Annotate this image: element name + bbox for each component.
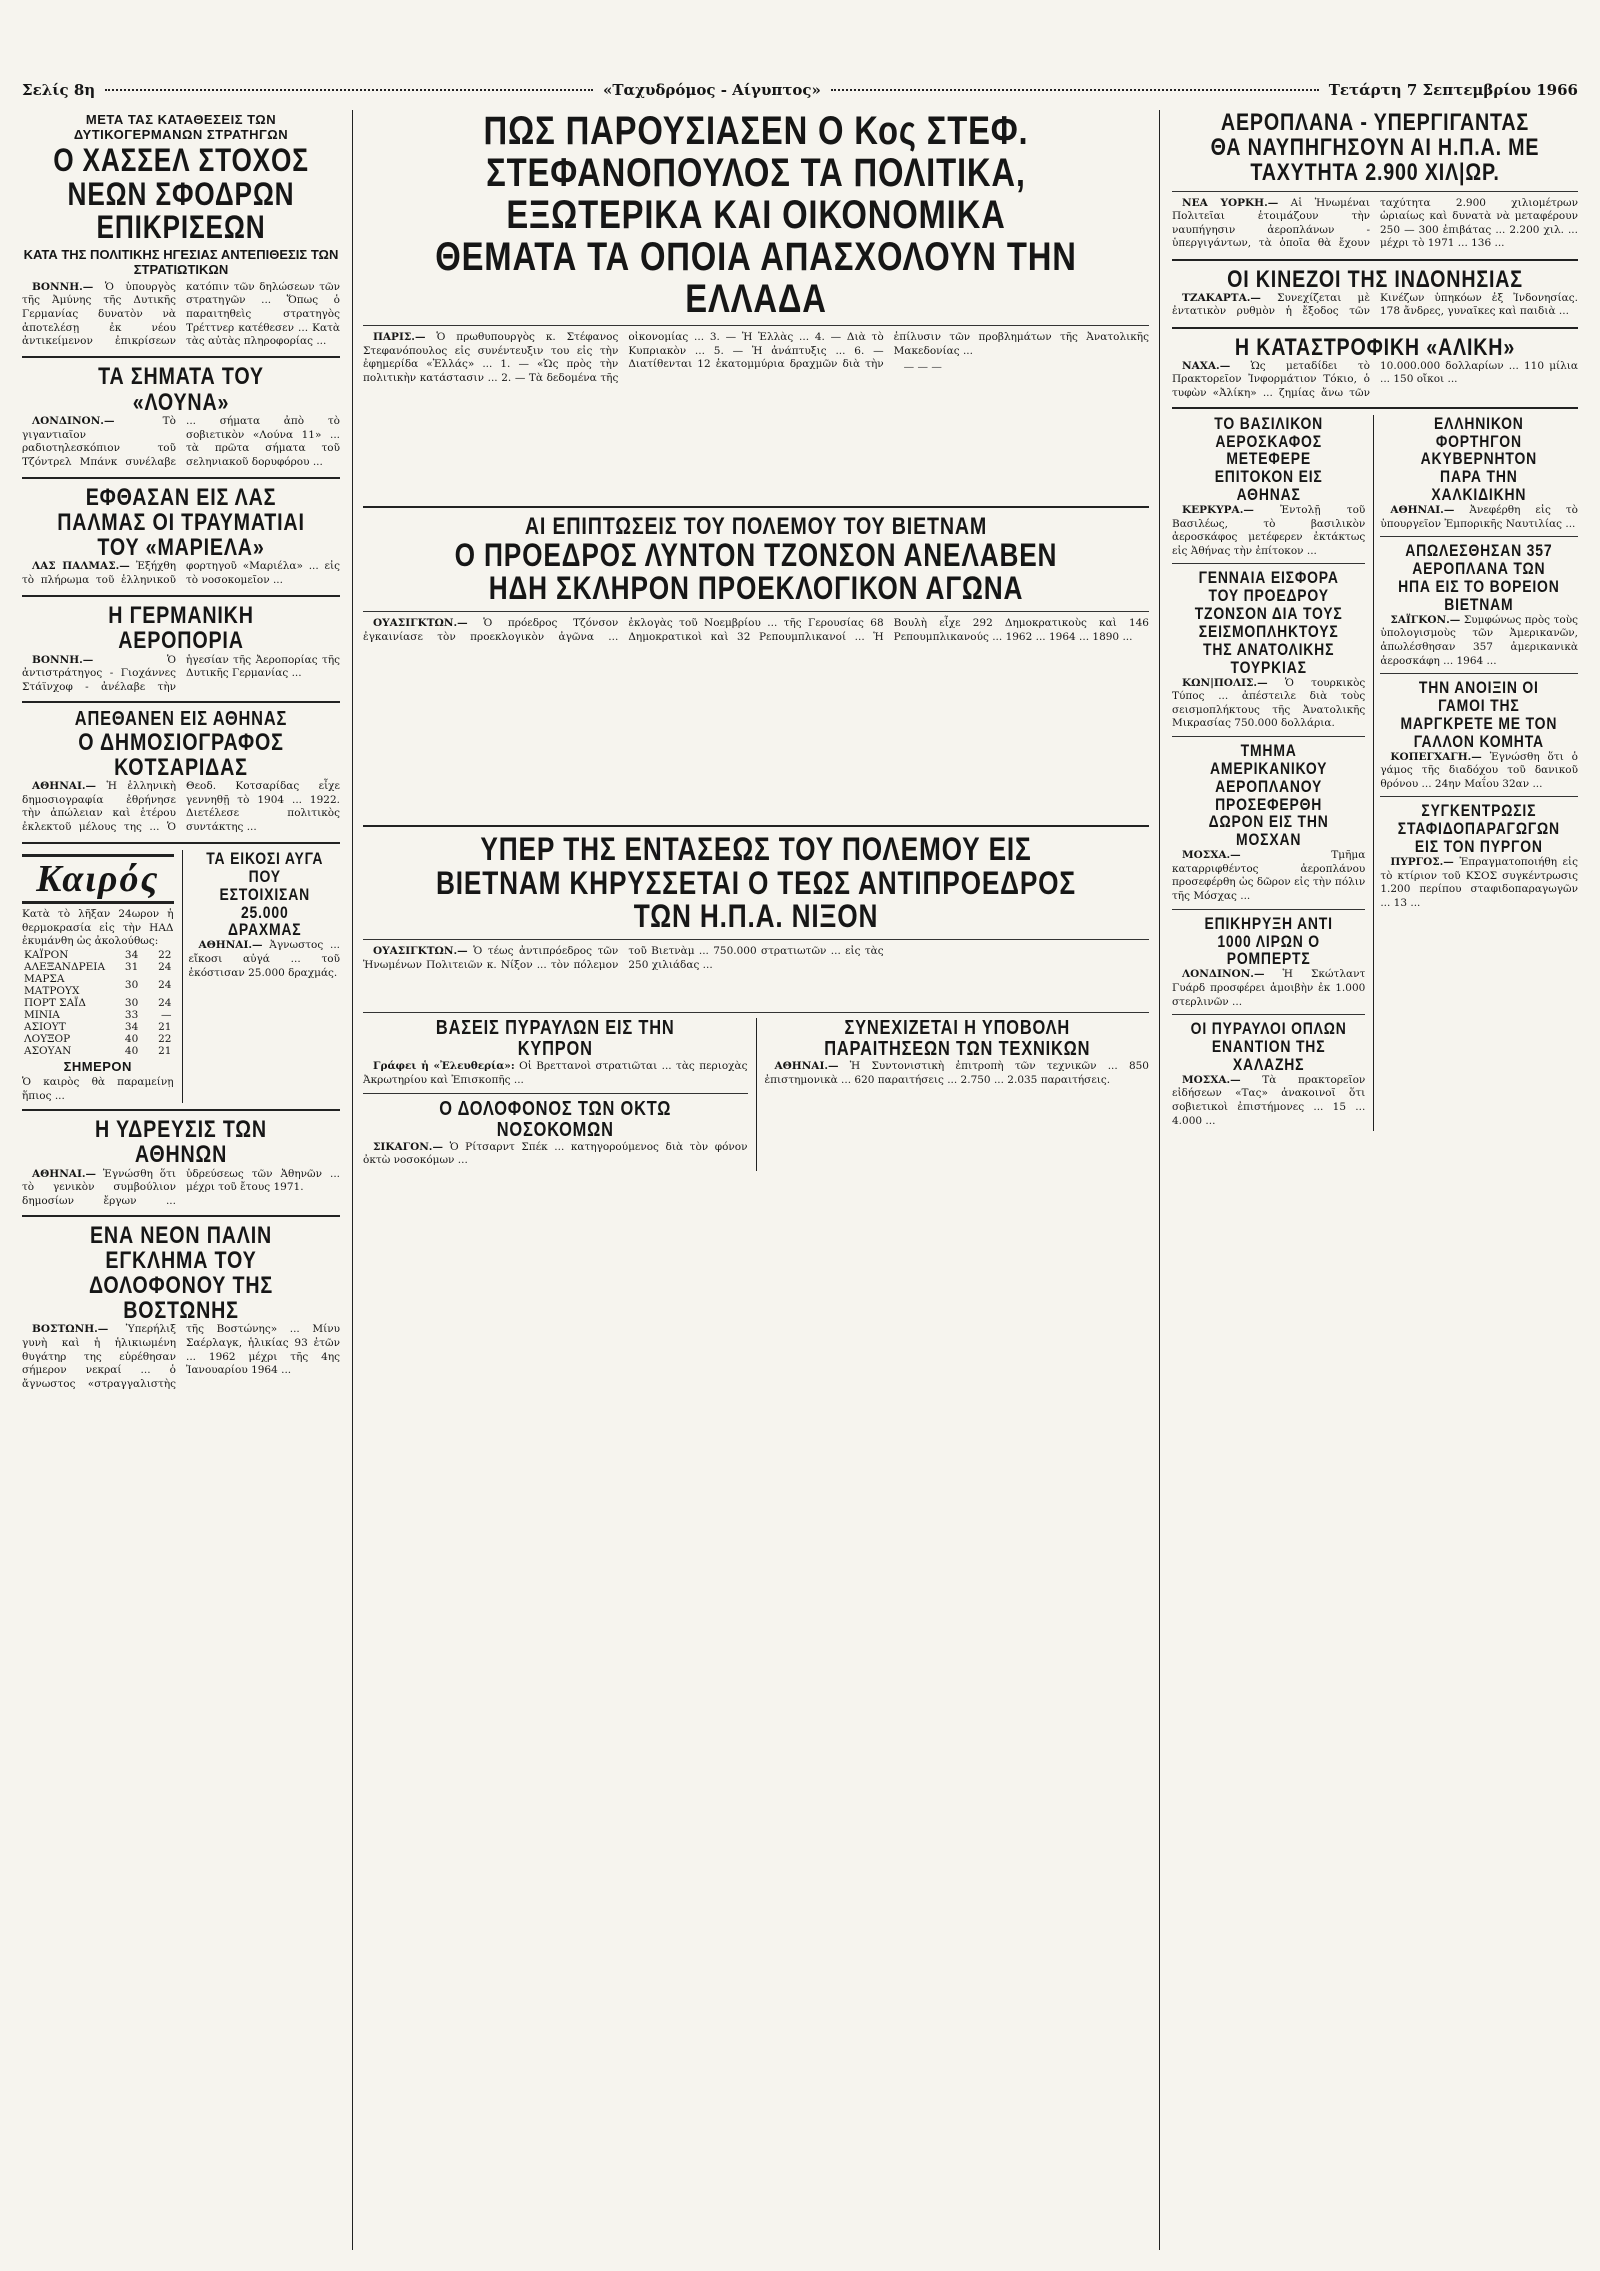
article-body — [1172, 1074, 1365, 1129]
weather-max: 33 — [124, 1008, 139, 1021]
article-headline: ΤΜΗΜΑ ΑΜΕΡΙΚΑΝΙΚΟΥ ΑΕΡΟΠΛΑΝΟΥ ΠΡΟΣΕΦΕΡΘΗ ΔΩΡΟΝ ΕΙΣ ΤΗΝ ΜΟΣΧΑΝ — [1208, 741, 1329, 850]
weather-today: ΣΗΜΕΡΟΝ — [63, 1058, 132, 1074]
weather-city: ΚΑΪΡΟΝ — [24, 948, 69, 961]
center-bottom-row — [363, 1018, 1149, 1171]
article-text: Τὰ πρακτορεῖον εἰδήσεων «Τας» ἀνακοινοῖ ὅτι σοβιετικοὶ ἐπιστήμονες ... 15 ... 4.000 ... — [1172, 1073, 1366, 1127]
weather-city: ΑΣΟΥΑΝ — [24, 1044, 72, 1057]
article-body — [22, 415, 340, 471]
weather-max: 34 — [124, 948, 139, 961]
article-boston — [22, 1223, 340, 1392]
dateline: ΒΟΝΝΗ.— — [32, 653, 94, 666]
article-headline: ΥΠΕΡ ΤΗΣ ΕΝΤΑΣΕΩΣ ΤΟΥ ΠΟΛΕΜΟΥ ΕΙΣ ΒΙΕΤΝΑΜ ΚΗΡΥΣΣΕΤΑΙ Ο ΤΕΩΣ ΑΝΤΙΠΡΟΕΔΡΟΣ ΤΩΝ Η.Π.Α. ΝΙΞΟΝ — [436, 831, 1076, 935]
weather-city: ΑΛΕΞΑΝΔΡΕΙΑ — [24, 960, 106, 973]
article-body — [1380, 856, 1578, 911]
dateline: ΒΟΝΝΗ.— — [32, 280, 94, 293]
dateline: ΑΘΗΝΑΙ.— — [1390, 503, 1455, 516]
article-cyprus-bases — [363, 1018, 748, 1171]
weather-max: 34 — [124, 1020, 139, 1033]
article-body — [1172, 292, 1578, 321]
weather-city: ΜΑΡΣΑ ΜΑΤΡΟΥΧ — [24, 972, 80, 997]
weather-max: 30 — [124, 996, 139, 1009]
article-text: Ὁ Ρίτσαρντ Σπέκ ... κατηγορούμενος διὰ τὸν φόνον ὀκτὼ νοσοκόμων ... — [363, 1140, 748, 1167]
weather-city: ΜΙΝΙΑ — [24, 1008, 60, 1021]
article-stefanopoulos — [363, 110, 1149, 386]
dateline: ΛΟΝΔΙΝΟΝ.— — [1182, 968, 1265, 981]
article-body — [363, 1060, 748, 1087]
article-headline: ΕΝΑ ΝΕΟΝ ΠΑΛΙΝ ΕΓΚΛΗΜΑ ΤΟΥ ΔΟΛΟΦΟΝΟΥ ΤΗΣ ΒΟΣΤΩΝΗΣ — [88, 1221, 274, 1325]
weather-intro: Κατὰ τὸ λῆξαν 24ωρον ἡ θερμοκρασία εἰς τὴν ΗΑΔ ἐκυμάνθη ὡς ἀκολούθως: — [22, 908, 174, 948]
article-text: Ἐγνώσθη ὅτι ὁ γάμος τῆς διαδόχου τοῦ δανικοῦ θρόνου ... 24ην Μαΐου 32αν ... — [1380, 750, 1578, 790]
right-sub-right — [1373, 415, 1578, 1132]
dateline: ΟΥΑΣΙΓΚΤΩΝ.— — [373, 616, 468, 629]
article-headline: ΣΥΝΕΧΙΖΕΤΑΙ Η ΥΠΟΒΟΛΗ ΠΑΡΑΙΤΗΣΕΩΝ ΤΩΝ ΤΕΧΝΙΚΩΝ — [823, 1017, 1090, 1061]
article-headline: Ο ΔΗΜΟΣΙΟΓΡΑΦΟΣ ΚΟΤΣΑΡΙΔΑΣ — [78, 728, 284, 781]
weather-max: 40 — [124, 1044, 139, 1057]
article-headline: ΤΑ ΣΗΜΑΤΑ ΤΟΥ «ΛΟΥΝΑ» — [98, 363, 264, 416]
article-headline: Η ΥΔΡΕΥΣΙΣ ΤΩΝ ΑΘΗΝΩΝ — [95, 1116, 267, 1169]
dateline: ΑΘΗΝΑΙ.— — [32, 1167, 97, 1180]
dateline: ΜΟΣΧΑ.— — [1182, 849, 1241, 862]
article-text: Οἱ Βρεττανοὶ στρατιῶται ... τὰς περιοχὰς Ἀκρωτηρίου καὶ Ἐπισκοπῆς ... — [363, 1060, 748, 1086]
article-body — [1172, 504, 1365, 559]
article-kicker: ΑΠΕΘΑΝΕΝ ΕΙΣ ΑΘΗΝΑΣ — [74, 707, 288, 730]
article-text: Ἐπραγματοποιήθη εἰς τὸ κτίριον τοῦ ΚΣΟΣ συγκέντρωσις 1.200 περίπου σταφιδοπαραγωγῶν ... 13 ... — [1380, 855, 1578, 909]
article-body — [765, 1060, 1150, 1087]
article-text: Ἀγνωστος ... εἴκοσι αὐγά ... τοῦ ἐκόστισαν 25.000 δραχμάς. — [188, 939, 340, 979]
weather-row — [22, 1033, 174, 1045]
right-sub-left — [1172, 415, 1365, 1132]
article-text: Ὁ πρωθυπουργὸς κ. Στέφανος Στεφανόπουλος εἰς συνέντευξιν του εἰς τὴν ἐφημερίδα «Ἑλλάς» ... 1. — «Ὡς πρὸς τὴν πολιτικὴν κατάστασιν ... 2. — Τὰ δεδομένα τῆς οἰκονομίας ... 3. — Ἡ Ἑλλὰς ... 4. — Διὰ τὸ Κυπριακὸν ... 5. — Ἡ ἀνάπτυξις ... 6. — Διατίθενται 12 ἑκατομμύρια δραχμῶν διὰ τὴν ἐπίλυσιν τῶν προβλημάτων τῆς Ἀνατολικῆς Μακεδονίας ... — [363, 331, 1149, 384]
right-bottom-grid — [1172, 415, 1578, 1132]
article-text: Συνεχίζεται μὲ ἐντατικὸν ρυθμὸν ἡ ἔξοδος τῶν Κινέζων ὑπηκόων ἐξ Ἰνδονησίας. 178 ἄνδρες, γυναῖκες καὶ παιδιὰ ... — [1172, 291, 1578, 318]
weather-city: ΛΟΥΞΟΡ — [24, 1032, 71, 1045]
weather-forecast: Ὁ καιρὸς θὰ παραμείνῃ ἥπιος ... — [22, 1075, 174, 1102]
weather-min: 24 — [158, 996, 172, 1009]
dateline: ΛΟΝΔΙΝΟΝ.— — [32, 414, 115, 427]
weather-row — [22, 1045, 174, 1057]
article-body — [22, 281, 340, 351]
article-hassel — [22, 112, 340, 350]
weather-row — [22, 961, 174, 973]
lead-headline: ΠΩΣ ΠΑΡΟΥΣΙΑΣΕΝ Ο Κος ΣΤΕΦ. ΣΤΕΦΑΝΟΠΟΥΛΟΣ ΤΑ ΠΟΛΙΤΙΚΑ, ΕΞΩΤΕΡΙΚΑ ΚΑΙ ΟΙΚΟΝΟΜΙΚΑ ΘΕΜΑΤΑ ΤΑ ΟΠΟΙΑ ΑΠΑΣΧΟΛΟΥΝ ΤΗΝ ΕΛΛΑΔΑ — [435, 110, 1077, 321]
article-headline: ΤΟ ΒΑΣΙΛΙΚΟΝ ΑΕΡΟΣΚΑΦΟΣ ΜΕΤΕΦΕΡΕ ΕΠΙΤΟΚΟΝ ΕΙΣ ΑΘΗΝΑΣ — [1214, 413, 1324, 505]
article-headline: ΕΠΙΚΗΡΥΞΗ ΑΝΤΙ 1000 ΛΙΡΩΝ Ο ΡΟΜΠΕΡΤΣ — [1204, 913, 1333, 969]
article-luna — [22, 364, 340, 470]
dateline: ΤΖΑΚΑΡΤΑ.— — [1182, 291, 1261, 304]
article-headline: ΑΠΩΛΕΣΘΗΣΑΝ 357 ΑΕΡΟΠΛΑΝΑ ΤΩΝ ΗΠΑ ΕΙΣ ΤΟ ΒΟΡΕΙΟΝ ΒΙΕΤΝΑΜ — [1398, 541, 1560, 614]
weather-min: 22 — [158, 948, 172, 961]
article-text: Ὑπερήλιξ γυνὴ καὶ ἡ ἡλικιωμένη θυγάτηρ της εὑρέθησαν σήμερον νεκραί ... ὁ ἄγνωστος «στραγγαλιστὴς τῆς Βοστώνης» ... Μίνυ Σαέρλαγκ, ἡλικίας 93 ἐτῶν ... 1962 μέχρι τῆς 4ης Ἰανουαρίου 1964 ... — [22, 1323, 340, 1390]
article-body: ΠΑΡΙΣ.— Ὁ πρωθυπουργὸς κ. Στέφανος Στεφανόπουλος εἰς συνέντευξιν του εἰς τὴν ἐφημερίδα «Ἑλλάς» ... 1. — «Ὡς πρὸς τὴν πολιτικὴν κατάστασιν ... 2. — Τὰ δεδομένα τῆς οἰκονομίας ... 3. — Ἡ Ἑλλὰς ... 4. — Διὰ τὸ Κυπριακὸν ... 5. — Ἡ ἀνάπτυξις ... 6. — Διατίθενται 12 ἑκατομμύρια δραχμῶν διὰ τὴν ἐπίλυσιν τῶν προβλημάτων τῆς Ἀνατολικῆς Μακεδονίας ... — — — — [363, 331, 1149, 384]
article-text: Ὡς μεταδίδει τὸ Πρακτορεῖον Ἰνφορμάτιον Τόκιο, ὁ τυφὼν «Ἀλίκη» ... ζημίας ἄνω τῶν 10.000.000 δολλαρίων ... 110 μίλια ... 150 οἴκοι ... — [1172, 359, 1578, 400]
article-text: Ἡ ἑλληνικὴ δημοσιογραφία ἐθρήνησε τὴν ἀπώλειαν καὶ ἑτέρου ἐκλεκτοῦ μέλους της ... Ὁ Θεοδ. Κοτσαρίδας εἶχε γεννηθῇ τὸ 1904 ... 1922. Διετέλεσε πολιτικὸς συντάκτης ... — [22, 779, 340, 833]
article-headline: ΓΕΝΝΑΙΑ ΕΙΣΦΟΡΑ ΤΟΥ ΠΡΟΕΔΡΟΥ ΤΖΟΝΣΟΝ ΔΙΑ ΤΟΥΣ ΣΕΙΣΜΟΠΛΗΚΤΟΥΣ ΤΗΣ ΑΝΑΤΟΛΙΚΗΣ ΤΟΥΡΚΙΑΣ — [1194, 568, 1343, 677]
article-water — [22, 1117, 340, 1208]
left-column — [22, 110, 340, 2250]
weather-city: ΑΣΙΟΥΤ — [24, 1020, 66, 1033]
weather-table — [22, 949, 174, 1057]
article-headline: ΑΕΡΟΠΛΑΝΑ - ΥΠΕΡΓΙΓΑΝΤΑΣ ΘΑ ΝΑΥΠΗΓΗΣΟΥΝ ΑΙ Η.Π.Α. ΜΕ ΤΑΧΥΤΗΤΑ 2.900 ΧΙΛ|ΩΡ. — [1210, 110, 1540, 187]
dateline: ΚΕΡΚΥΡΑ.— — [1182, 503, 1254, 516]
article-headline: ΕΦΘΑΣΑΝ ΕΙΣ ΛΑΣ ΠΑΛΜΑΣ ΟΙ ΤΡΑΥΜΑΤΙΑΙ ΤΟΥ «ΜΑΡΙΕΛΑ» — [57, 483, 305, 562]
weather-min: — — [161, 1008, 172, 1021]
masthead-rule — [105, 89, 593, 91]
article-text: Ἐξήχθη τὸ πλήρωμα τοῦ ἑλληνικοῦ φορτηγοῦ «Μαριέλα» ... εἰς τὸ νοσοκομεῖον ... — [22, 560, 340, 587]
article-headline: ΤΑ ΕΙΚΟΣΙ ΑΥΓΑ ΠΟΥ ΕΣΤΟΙΧΙΣΑΝ 25.000 ΔΡΑΧΜΑΣ — [205, 849, 323, 940]
dateline: ΣΙΚΑΓΟΝ.— — [373, 1140, 443, 1153]
dateline: ΝΑΧΑ.— — [1182, 359, 1231, 372]
weather-row — [22, 973, 174, 997]
article-body — [363, 1141, 748, 1168]
dateline: ΚΟΠΕΓΧΑΓΗ.— — [1390, 750, 1482, 763]
dateline: ΚΩΝ|ΠΟΛΙΣ.— — [1182, 676, 1268, 689]
article-body — [1172, 849, 1365, 904]
article-text: Ὁ τουρκικὸς Τύπος ... ἀπέστειλε διὰ τοὺς σεισμοπλήκτους τῆς Ἀνατολικῆς Μικρασίας 750.000 δολλάρια. — [1172, 676, 1366, 730]
article-headline: ΣΥΓΚΕΝΤΡΩΣΙΣ ΣΤΑΦΙΔΟΠΑΡΑΓΩΓΩΝ ΕΙΣ ΤΟΝ ΠΥΡΓΟΝ — [1398, 801, 1561, 857]
article-eggs — [182, 850, 341, 1103]
dateline: ΑΘΗΝΑΙ.— — [198, 939, 263, 952]
center-column — [352, 110, 1160, 2250]
dateline: ΠΑΡΙΣ.— — [373, 331, 426, 343]
weather-min: 24 — [158, 978, 172, 991]
weather-max: 31 — [124, 960, 139, 973]
article-headline: Η ΚΑΤΑΣΤΡΟΦΙΚΗ «ΑΛΙΚΗ» — [1234, 333, 1516, 361]
article-text: Ἀνεφέρθη εἰς τὸ ὑπουργεῖον Ἐμπορικῆς Ναυτιλίας ... — [1380, 503, 1578, 530]
article-nixon — [363, 833, 1149, 972]
paper-name: «Ταχυδρόμος - Αίγυπτος» — [603, 81, 821, 99]
article-body — [363, 945, 1149, 972]
dateline: ΒΟΣΤΩΝΗ.— — [32, 1323, 109, 1336]
article-headline: Ο ΠΡΟΕΔΡΟΣ ΛΥΝΤΟΝ ΤΖΟΝΣΟΝ ΑΝΕΛΑΒΕΝ ΗΔΗ ΣΚΛΗΡΟΝ ΠΡΟΕΚΛΟΓΙΚΟΝ ΑΓΩΝΑ — [454, 536, 1058, 607]
weather-min: 21 — [158, 1020, 172, 1033]
weather-row — [22, 1021, 174, 1033]
article-body — [22, 560, 340, 589]
dateline: ΑΘΗΝΑΙ.— — [774, 1060, 839, 1073]
article-kicker: ΑΙ ΕΠΙΠΤΩΣΕΙΣ ΤΟΥ ΠΟΛΕΜΟΥ ΤΟΥ ΒΙΕΤΝΑΜ — [524, 512, 988, 540]
article-text: Ἡ Σκώτλαντ Γυάρδ προσφέρει ἀμοιβὴν ἐκ 1.000 στερλινῶν ... — [1172, 968, 1366, 1008]
article-technicians — [756, 1018, 1150, 1171]
article-kotsaridas — [22, 709, 340, 836]
article-text: Ὁ τέως ἀντιπρόεδρος τῶν Ἡνωμένων Πολιτειῶν κ. Νίξον ... τὸν πόλεμον τοῦ Βιετνὰμ ... 750.000 στρατιωτῶν ... εἰς τὰς 250 χιλιάδας ... — [363, 945, 884, 971]
article-body — [1380, 751, 1578, 792]
weather-max: 30 — [124, 978, 139, 991]
article-text: Ἐγνώσθη ὅτι τὸ γενικὸν συμβούλιον δημοσίων ἔργων ... ὑδρεύσεως τῶν Ἀθηνῶν ... μέχρι τοῦ ἔτους 1971. — [22, 1167, 340, 1207]
article-text: Ἐντολῇ τοῦ Βασιλέως, τὸ βασιλικὸν ἀεροσκάφος μετέφερεν ἐκτάκτως εἰς Ἀθήνας τὴν ἐπίτοκον ... — [1172, 503, 1366, 557]
article-chinese-indonesia — [1172, 267, 1578, 321]
article-headline: ΤΗΝ ΑΝΟΙΞΙΝ ΟΙ ΓΑΜΟΙ ΤΗΣ ΜΑΡΓΚΡΕΤΕ ΜΕ ΤΟΝ ΓΑΛΛΟΝ ΚΟΜΗΤΑ — [1400, 678, 1558, 751]
dateline: ΑΘΗΝΑΙ.— — [32, 779, 97, 792]
article-text: Ἡ Συντονιστικὴ ἐπιτροπὴ τῶν τεχνικῶν ... 850 ἐπιστημονικὰ ... 620 παραιτήσεις ... 2.750 ... 2.035 παραιτήσεις. — [764, 1060, 1149, 1086]
weather-logo: Καιρός — [22, 854, 174, 904]
article-text: Ὁ ἀντιστράτηγος - Γιοχάννες Στάϊνχοφ - ἀνέλαβε τὴν ἡγεσίαν τῆς Ἀεροπορίας τῆς Δυτικῆς Γερμανίας ... — [22, 653, 340, 693]
weather-row — [22, 997, 174, 1009]
weather-box — [22, 850, 174, 1103]
dateline: ΣΑΪΓΚΟΝ.— — [1390, 613, 1461, 626]
article-body — [22, 654, 340, 695]
dateline: ΟΥΑΣΙΓΚΤΩΝ.— — [373, 945, 468, 957]
article-body — [1172, 677, 1365, 732]
weather-city: ΠΟΡΤ ΣΑΪΔ — [24, 996, 86, 1009]
weather-min: 21 — [158, 1044, 172, 1057]
article-body — [1380, 614, 1578, 669]
article-body — [363, 617, 1149, 645]
article-body — [1172, 968, 1365, 1009]
article-kicker: ΜΕΤΑ ΤΑΣ ΚΑΤΑΘΕΣΕΙΣ ΤΩΝ ΔΥΤΙΚΟΓΕΡΜΑΝΩΝ ΣΤΡΑΤΗΓΩΝ — [73, 112, 289, 142]
dateline: ΝΕΑ ΥΟΡΚΗ.— — [1182, 196, 1279, 209]
dateline: Γράφει ἡ «Ἐλευθερία»: — [373, 1060, 515, 1073]
article-headline: ΕΛΛΗΝΙΚΟΝ ΦΟΡΤΗΓΟΝ ΑΚΥΒΕΡΝΗΤΟΝ ΠΑΡΑ ΤΗΝ ΧΑΛΚΙΔΙΚΗΝ — [1420, 413, 1538, 505]
weather-row — [22, 949, 174, 961]
article-body — [1380, 504, 1578, 531]
weather-max: 40 — [124, 1032, 139, 1045]
article-body — [189, 939, 341, 980]
article-text: Τὸ γιγαντιαῖον ραδιοτηλεσκόπιον τοῦ Τζόντρελ Μπάνκ συνέλαβε ... σήματα ἀπὸ τὸ σοβιετικὸν «Λούνα 11» ... τὰ πρῶτα σήματα τοῦ σεληνιακοῦ δορυφόρου ... — [22, 414, 340, 468]
weather-min: 24 — [158, 960, 172, 973]
article-body — [22, 1168, 340, 1209]
masthead — [22, 70, 1578, 110]
weather-row — [22, 1009, 174, 1021]
dateline: ΜΟΣΧΑ.— — [1182, 1073, 1241, 1086]
article-mariela — [22, 485, 340, 589]
article-airforce — [22, 603, 340, 694]
right-column — [1172, 110, 1578, 2250]
masthead-rule — [831, 89, 1319, 91]
article-body — [1172, 197, 1578, 253]
article-text: Τμῆμα καταρριφθέντος ἀεροπλάνου προσεφέρθη ὡς δῶρον εἰς τὴν πόλιν τῆς Μόσχας ... — [1172, 849, 1366, 903]
weather-and-eggs — [22, 850, 340, 1103]
article-subhead: ΚΑΤΑ ΤΗΣ ΠΟΛΙΤΙΚΗΣ ΗΓΕΣΙΑΣ ΑΝΤΕΠΙΘΕΣΙΣ ΤΩΝ ΣΤΡΑΤΙΩΤΙΚΩΝ — [23, 246, 339, 277]
article-text: Ὁ πρόεδρος Τζόνσον ἐγκαινίασε τὸν προεκλογικὸν ἀγῶνα ... ἐκλογὰς τοῦ Νοεμβρίου ... τῆς Γερουσίας 68 Δημοκρατικοὶ καὶ 32 Ρεπουμπλικανοί ... Ἡ Βουλὴ εἶχε 292 Δημοκρατικοὺς καὶ 146 Ρεπουμπλικανούς ... 1962 ... 1964 ... 1890 ... — [363, 616, 1149, 643]
article-typhoon-alice — [1172, 335, 1578, 401]
article-headline: ΟΙ ΠΥΡΑΥΛΟΙ ΟΠΛΩΝ ΕΝΑΝΤΙΟΝ ΤΗΣ ΧΑΛΑΖΗΣ — [1190, 1019, 1347, 1074]
issue-date: Τετάρτη 7 Σεπτεμβρίου 1966 — [1328, 81, 1578, 99]
article-headline: ΒΑΣΕΙΣ ΠΥΡΑΥΛΩΝ ΕΙΣ ΤΗΝ ΚΥΠΡΟΝ — [435, 1017, 675, 1061]
newspaper-page — [22, 14, 1578, 2254]
dateline: ΠΥΡΓΟΣ.— — [1390, 855, 1454, 868]
article-johnson-campaign — [363, 514, 1149, 646]
article-text: Συμφώνως πρὸς τοὺς ὑπολογισμοὺς τῶν Ἀμερικανῶν, ἀπωλέσθησαν 357 ἀμερικανικὰ ἀεροσκάφη ... 1964 ... — [1380, 613, 1578, 667]
article-body — [22, 1323, 340, 1391]
article-body — [1172, 360, 1578, 401]
dateline: ΛΑΣ ΠΑΛΜΑΣ.— — [32, 560, 130, 573]
article-body — [22, 780, 340, 836]
article-headline: Η ΓΕΡΜΑΝΙΚΗ ΑΕΡΟΠΟΡΙΑ — [108, 602, 254, 655]
weather-min: 22 — [158, 1032, 172, 1045]
article-headline: Ο ΧΑΣΣΕΛ ΣΤΟΧΟΣ ΝΕΩΝ ΣΦΟΔΡΩΝ ΕΠΙΚΡΙΣΕΩΝ — [53, 142, 309, 246]
article-headline: Ο ΔΟΛΟΦΟΝΟΣ ΤΩΝ ΟΚΤΩ ΝΟΣΟΚΟΜΩΝ — [439, 1097, 672, 1141]
article-headline: ΟΙ ΚΙΝΕΖΟΙ ΤΗΣ ΙΝΔΟΝΗΣΙΑΣ — [1227, 265, 1523, 293]
article-text: Αἱ Ἡνωμέναι Πολιτεῖαι ἑτοιμάζουν τὴν ναυπήγησιν ἀεροπλάνων - ὑπεργιγάντων, τὰ ὁποῖα θὰ ἔχουν ταχύτητα 2.900 χιλιομέτρων ὡριαίως καὶ δυνατὰ νὰ μεταφέρουν 250 — 300 ἐπιβάτας ... 2.200 χιλ. ... μέχρι τὸ 1971 ... 136 ... — [1172, 196, 1578, 250]
page-number: Σελίς 8η — [22, 81, 96, 99]
article-supersonic — [1172, 110, 1578, 253]
article-text: Ὁ ὑπουργὸς τῆς Ἀμύνης τῆς Δυτικῆς Γερμανίας δυνατὸν νὰ ἀποτελέσῃ ἐκ νέου ἀντικείμενον ἐπικρίσεων κατόπιν τῶν δηλώσεων τῶν στρατηγῶν ... Ὅπως ὁ παραιτηθεὶς στρατηγὸς Τρέττνερ κατέθεσεν ... Κατὰ τὰς αὐτὰς πληροφορίας ... — [22, 280, 340, 348]
